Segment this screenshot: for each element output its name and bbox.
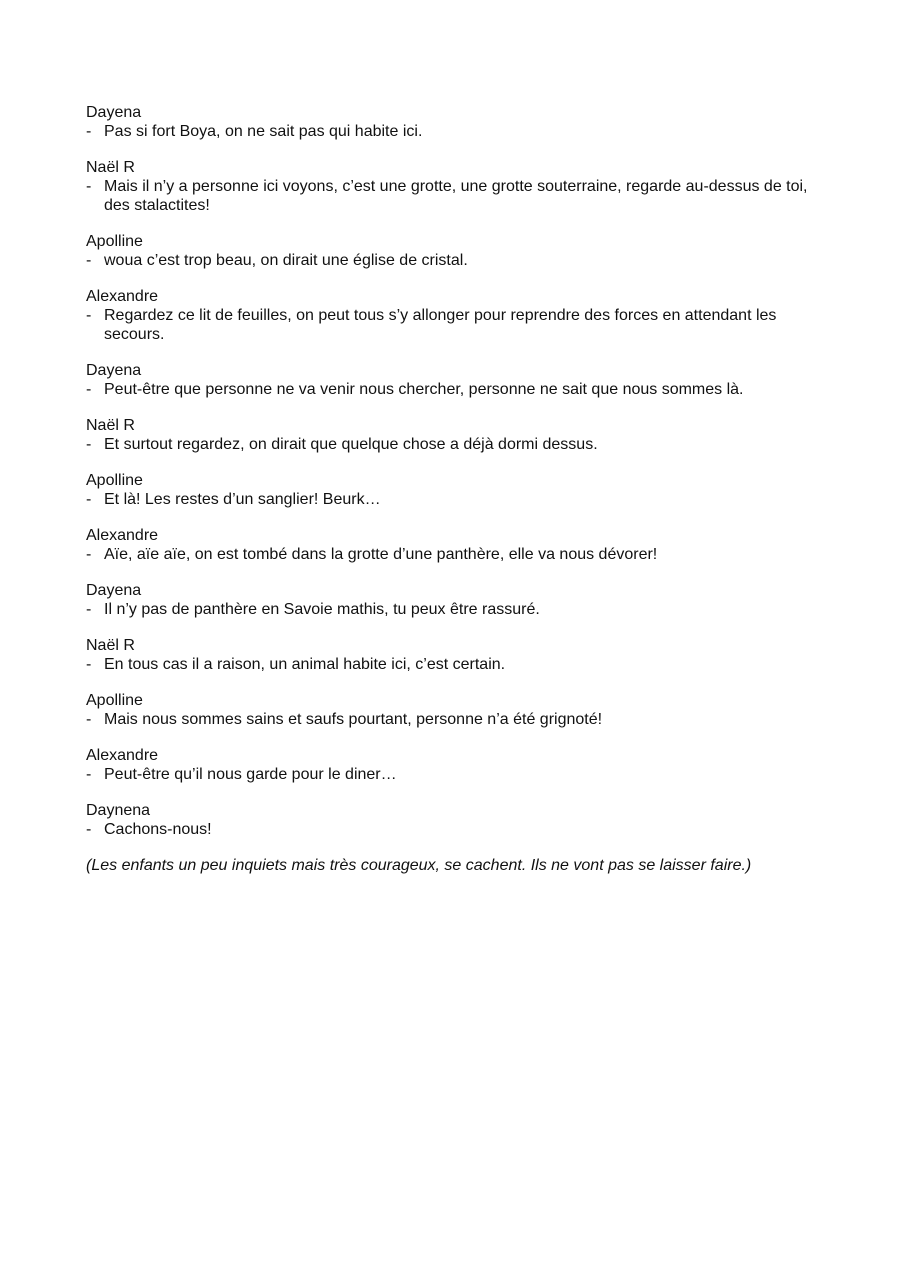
- dash-marker: -: [86, 656, 92, 673]
- speaker-name: Apolline: [86, 472, 143, 489]
- dash-marker: -: [86, 821, 92, 838]
- line-text: Cachons-nous!: [104, 821, 212, 838]
- dialogue-line: [86, 306, 826, 344]
- speaker-name: Apolline: [86, 233, 143, 250]
- dialogue-line: [86, 380, 826, 399]
- dialogue-block: [86, 801, 826, 839]
- dash-marker: -: [86, 123, 92, 140]
- dash-marker: -: [86, 491, 92, 508]
- dash-marker: -: [86, 252, 92, 269]
- dialogue-line: [86, 435, 826, 454]
- dialogue-line: [86, 490, 826, 509]
- line-text: Peut-être qu’il nous garde pour le diner…: [104, 766, 397, 783]
- line-text: Et surtout regardez, on dirait que quelque chose a déjà dormi dessus.: [104, 436, 598, 453]
- dialogue-block: [86, 103, 826, 141]
- dialogue-line: [86, 251, 826, 270]
- dash-marker: -: [86, 178, 92, 195]
- dialogue-block: [86, 636, 826, 674]
- dialogue-line: [86, 655, 826, 674]
- speaker-name: Dayena: [86, 104, 142, 121]
- line-text: Mais nous sommes sains et saufs pourtant, personne n’a été grignoté!: [104, 711, 603, 728]
- dialogue-block: [86, 526, 826, 564]
- dash-marker: -: [86, 307, 92, 324]
- dialogue-line: [86, 820, 826, 839]
- dialogue-block: [86, 158, 826, 215]
- speaker-name: Apolline: [86, 692, 143, 709]
- dialogue-line: [86, 122, 826, 141]
- speaker-name: Naël R: [86, 417, 135, 434]
- speaker-name: Naël R: [86, 159, 135, 176]
- speaker-name: Naël R: [86, 637, 135, 654]
- dash-marker: -: [86, 381, 92, 398]
- dash-marker: -: [86, 601, 92, 618]
- dash-marker: -: [86, 546, 92, 563]
- line-text: woua c’est trop beau, on dirait une église de cristal.: [104, 252, 468, 269]
- dialogue-block: [86, 287, 826, 344]
- speaker-name: Alexandre: [86, 288, 159, 305]
- dialogue-block: [86, 691, 826, 729]
- dash-marker: -: [86, 436, 92, 453]
- dialogue-block: [86, 361, 826, 399]
- line-text: Il n’y pas de panthère en Savoie mathis, tu peux être rassuré.: [104, 601, 540, 618]
- dialogue-block: [86, 232, 826, 270]
- dialogue-line: [86, 765, 826, 784]
- stage-direction: (Les enfants un peu inquiets mais très courageux, se cachent. Ils ne vont pas se laisser faire.): [86, 857, 752, 874]
- dash-marker: -: [86, 711, 92, 728]
- line-text: Aïe, aïe aïe, on est tombé dans la grotte d’une panthère, elle va nous dévorer!: [104, 546, 658, 563]
- dialogue-block: [86, 581, 826, 619]
- dialogue-line: [86, 177, 826, 215]
- speaker-name: Alexandre: [86, 747, 159, 764]
- line-text: Peut-être que personne ne va venir nous chercher, personne ne sait que nous sommes là.: [104, 381, 744, 398]
- dialogue-block: [86, 471, 826, 509]
- dash-marker: -: [86, 766, 92, 783]
- line-text: En tous cas il a raison, un animal habite ici, c’est certain.: [104, 656, 506, 673]
- speaker-name: Daynena: [86, 802, 151, 819]
- dialogue-line: [86, 545, 826, 564]
- dialogue-block: [86, 746, 826, 784]
- line-text: Regardez ce lit de feuilles, on peut tous s’y allonger pour reprendre des forces en attendant les secours.: [104, 307, 777, 343]
- dialogue-block: [86, 416, 826, 454]
- line-text: Mais il n’y a personne ici voyons, c’est une grotte, une grotte souterraine, regarde au-dessus de toi, des stalactites!: [104, 178, 808, 214]
- speaker-name: Dayena: [86, 362, 142, 379]
- dialogue-line: [86, 600, 826, 619]
- script-dialogue: [86, 103, 826, 875]
- speaker-name: Alexandre: [86, 527, 159, 544]
- dialogue-line: [86, 710, 826, 729]
- speaker-name: Dayena: [86, 582, 142, 599]
- line-text: Pas si fort Boya, on ne sait pas qui habite ici.: [104, 123, 423, 140]
- line-text: Et là! Les restes d’un sanglier! Beurk…: [104, 491, 381, 508]
